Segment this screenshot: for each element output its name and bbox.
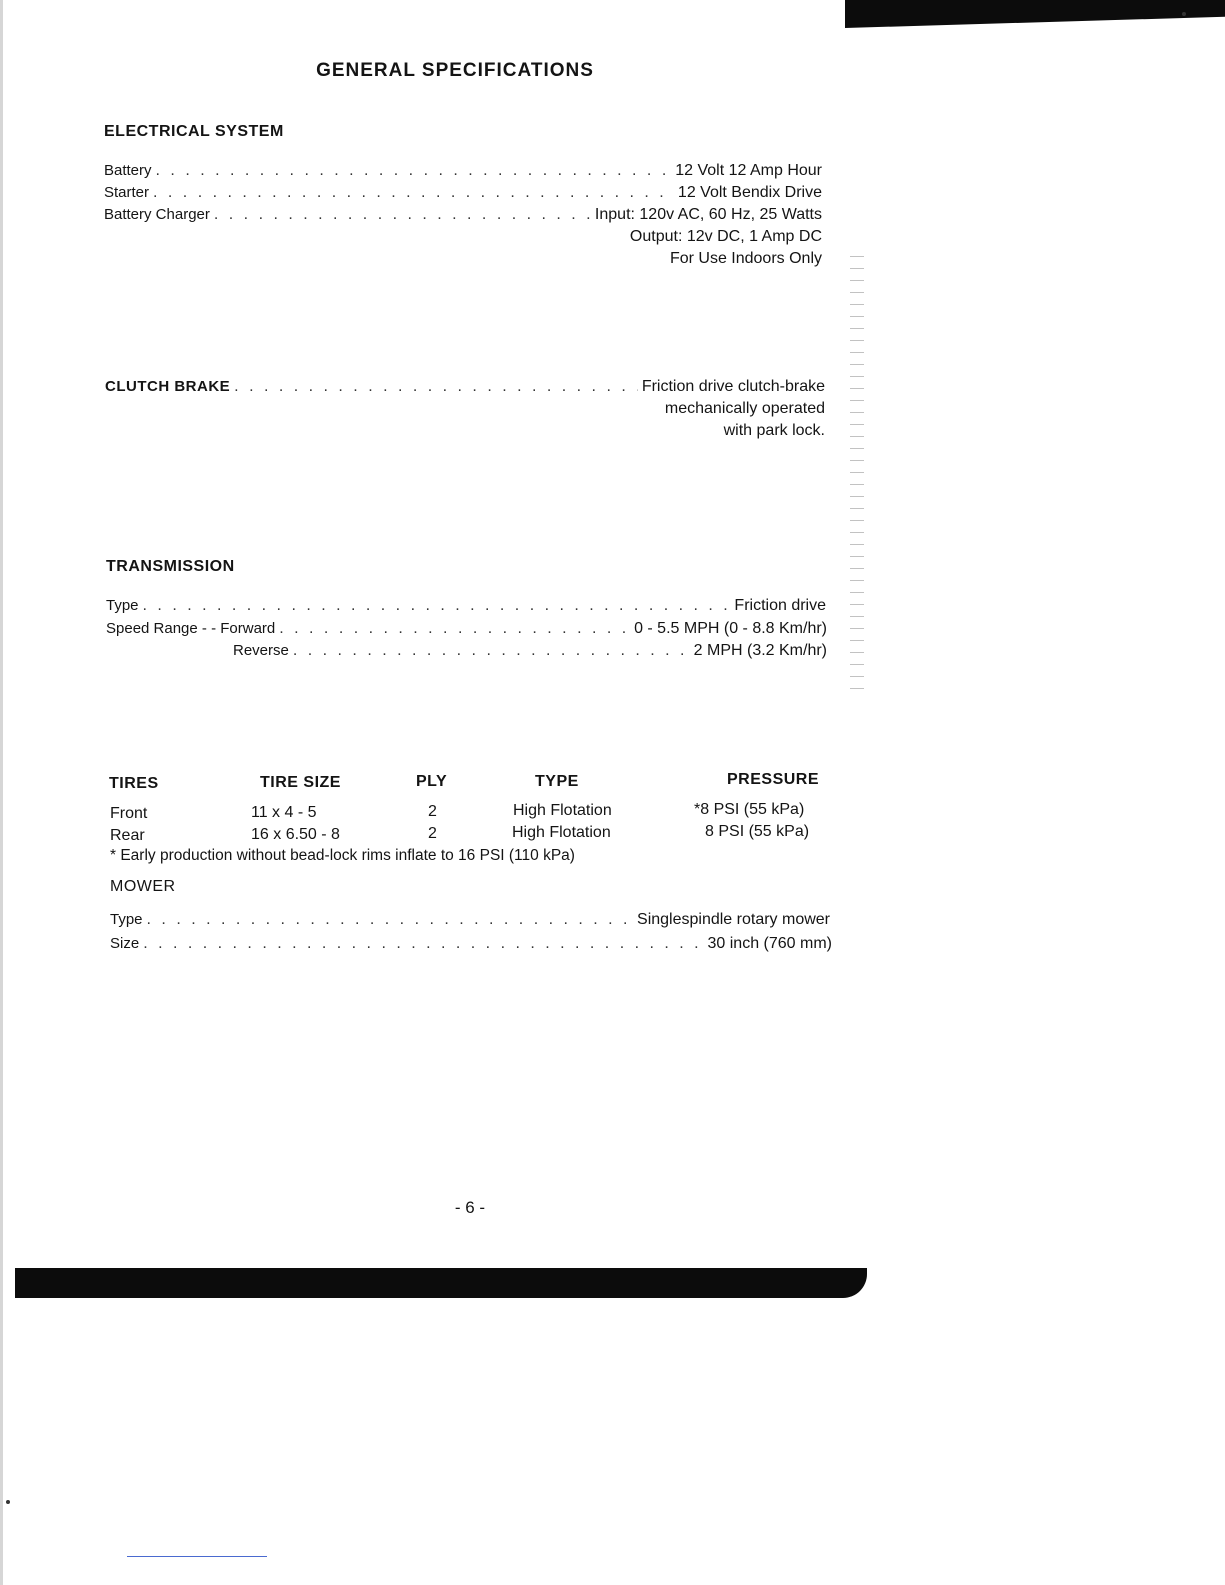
- clutch-brake-line2: mechanically operated: [664, 400, 825, 417]
- spec-value: 12 Volt 12 Amp Hour: [675, 162, 822, 179]
- spec-label: Battery Charger: [104, 206, 210, 223]
- tire-type: High Flotation: [513, 802, 612, 819]
- spec-label: Type: [110, 911, 143, 928]
- leader-dots: [147, 911, 633, 929]
- electrical-heading: ELECTRICAL SYSTEM: [104, 123, 284, 140]
- scan-top-bar: [845, 0, 1225, 28]
- spec-value: 2 MPH (3.2 Km/hr): [693, 642, 827, 659]
- tire-position: Rear: [110, 827, 145, 844]
- spec-label: Starter: [104, 184, 150, 201]
- mower-heading: MOWER: [110, 878, 176, 895]
- charger-note: For Use Indoors Only: [669, 250, 822, 267]
- scan-bottom-bar: [15, 1268, 867, 1298]
- scan-left-edge: [0, 0, 3, 1585]
- leader-dots: [153, 184, 674, 202]
- tire-size: 11 x 4 - 5: [251, 804, 317, 821]
- spec-row-clutch-brake: [105, 378, 825, 396]
- tires-col-type: TYPE: [535, 773, 579, 790]
- transmission-heading: TRANSMISSION: [106, 558, 235, 575]
- spec-row-battery: [104, 162, 822, 180]
- tire-ply: 2: [428, 825, 437, 842]
- spec-value: Friction drive clutch-brake: [641, 378, 825, 395]
- scan-blue-line: [127, 1556, 267, 1557]
- leader-dots: [143, 935, 703, 953]
- scan-speck: [1182, 12, 1186, 16]
- spec-value: 30 inch (760 mm): [707, 935, 832, 952]
- scan-fold-mark: [850, 250, 864, 700]
- spec-value: Friction drive: [734, 597, 826, 614]
- spec-label: Speed Range - - Forward: [106, 620, 276, 637]
- spec-label: Reverse: [233, 642, 289, 659]
- clutch-brake-heading: CLUTCH BRAKE: [105, 378, 231, 395]
- leader-dots: [293, 642, 690, 660]
- spec-row-mower-type: [110, 911, 830, 929]
- leader-dots: [143, 597, 731, 615]
- clutch-brake-line3: with park lock.: [723, 422, 825, 439]
- page-number: - 6 -: [454, 1198, 486, 1217]
- leader-dots: [214, 206, 591, 224]
- tire-type: High Flotation: [512, 824, 611, 841]
- spec-row-speed-forward: [106, 620, 827, 638]
- spec-row-battery-charger: [104, 206, 822, 224]
- spec-value: Singlespindle rotary mower: [637, 911, 830, 928]
- tires-col-pressure: PRESSURE: [727, 771, 820, 788]
- leader-dots: [156, 162, 672, 180]
- tires-col-size: TIRE SIZE: [260, 774, 341, 791]
- tires-footnote: * Early production without bead-lock rims inflate to 16 PSI (110 kPa): [110, 847, 575, 864]
- tire-ply: 2: [428, 803, 437, 820]
- tire-position: Front: [110, 805, 148, 822]
- spec-label: Size: [110, 935, 140, 952]
- spec-value: 12 Volt Bendix Drive: [677, 184, 822, 201]
- spec-row-transmission-type: [106, 597, 826, 615]
- spec-label: Battery: [104, 162, 152, 179]
- tires-col-tires: TIRES: [109, 775, 159, 792]
- tire-pressure: *8 PSI (55 kPa): [694, 801, 805, 818]
- spec-row-starter: [104, 184, 822, 202]
- tire-pressure: 8 PSI (55 kPa): [705, 823, 810, 840]
- charger-output: Output: 12v DC, 1 Amp DC: [629, 228, 822, 245]
- scan-speck: [6, 1500, 10, 1504]
- leader-dots: [279, 620, 630, 638]
- spec-label: Type: [106, 597, 139, 614]
- spec-value: 0 - 5.5 MPH (0 - 8.8 Km/hr): [634, 620, 827, 637]
- leader-dots: [234, 378, 638, 396]
- spec-row-mower-size: [110, 935, 832, 953]
- tire-size: 16 x 6.50 - 8: [251, 826, 340, 843]
- spec-value: Input: 120v AC, 60 Hz, 25 Watts: [594, 206, 822, 223]
- page-title: GENERAL SPECIFICATIONS: [316, 60, 594, 81]
- spec-row-speed-reverse: [233, 642, 827, 660]
- tires-col-ply: PLY: [416, 773, 448, 790]
